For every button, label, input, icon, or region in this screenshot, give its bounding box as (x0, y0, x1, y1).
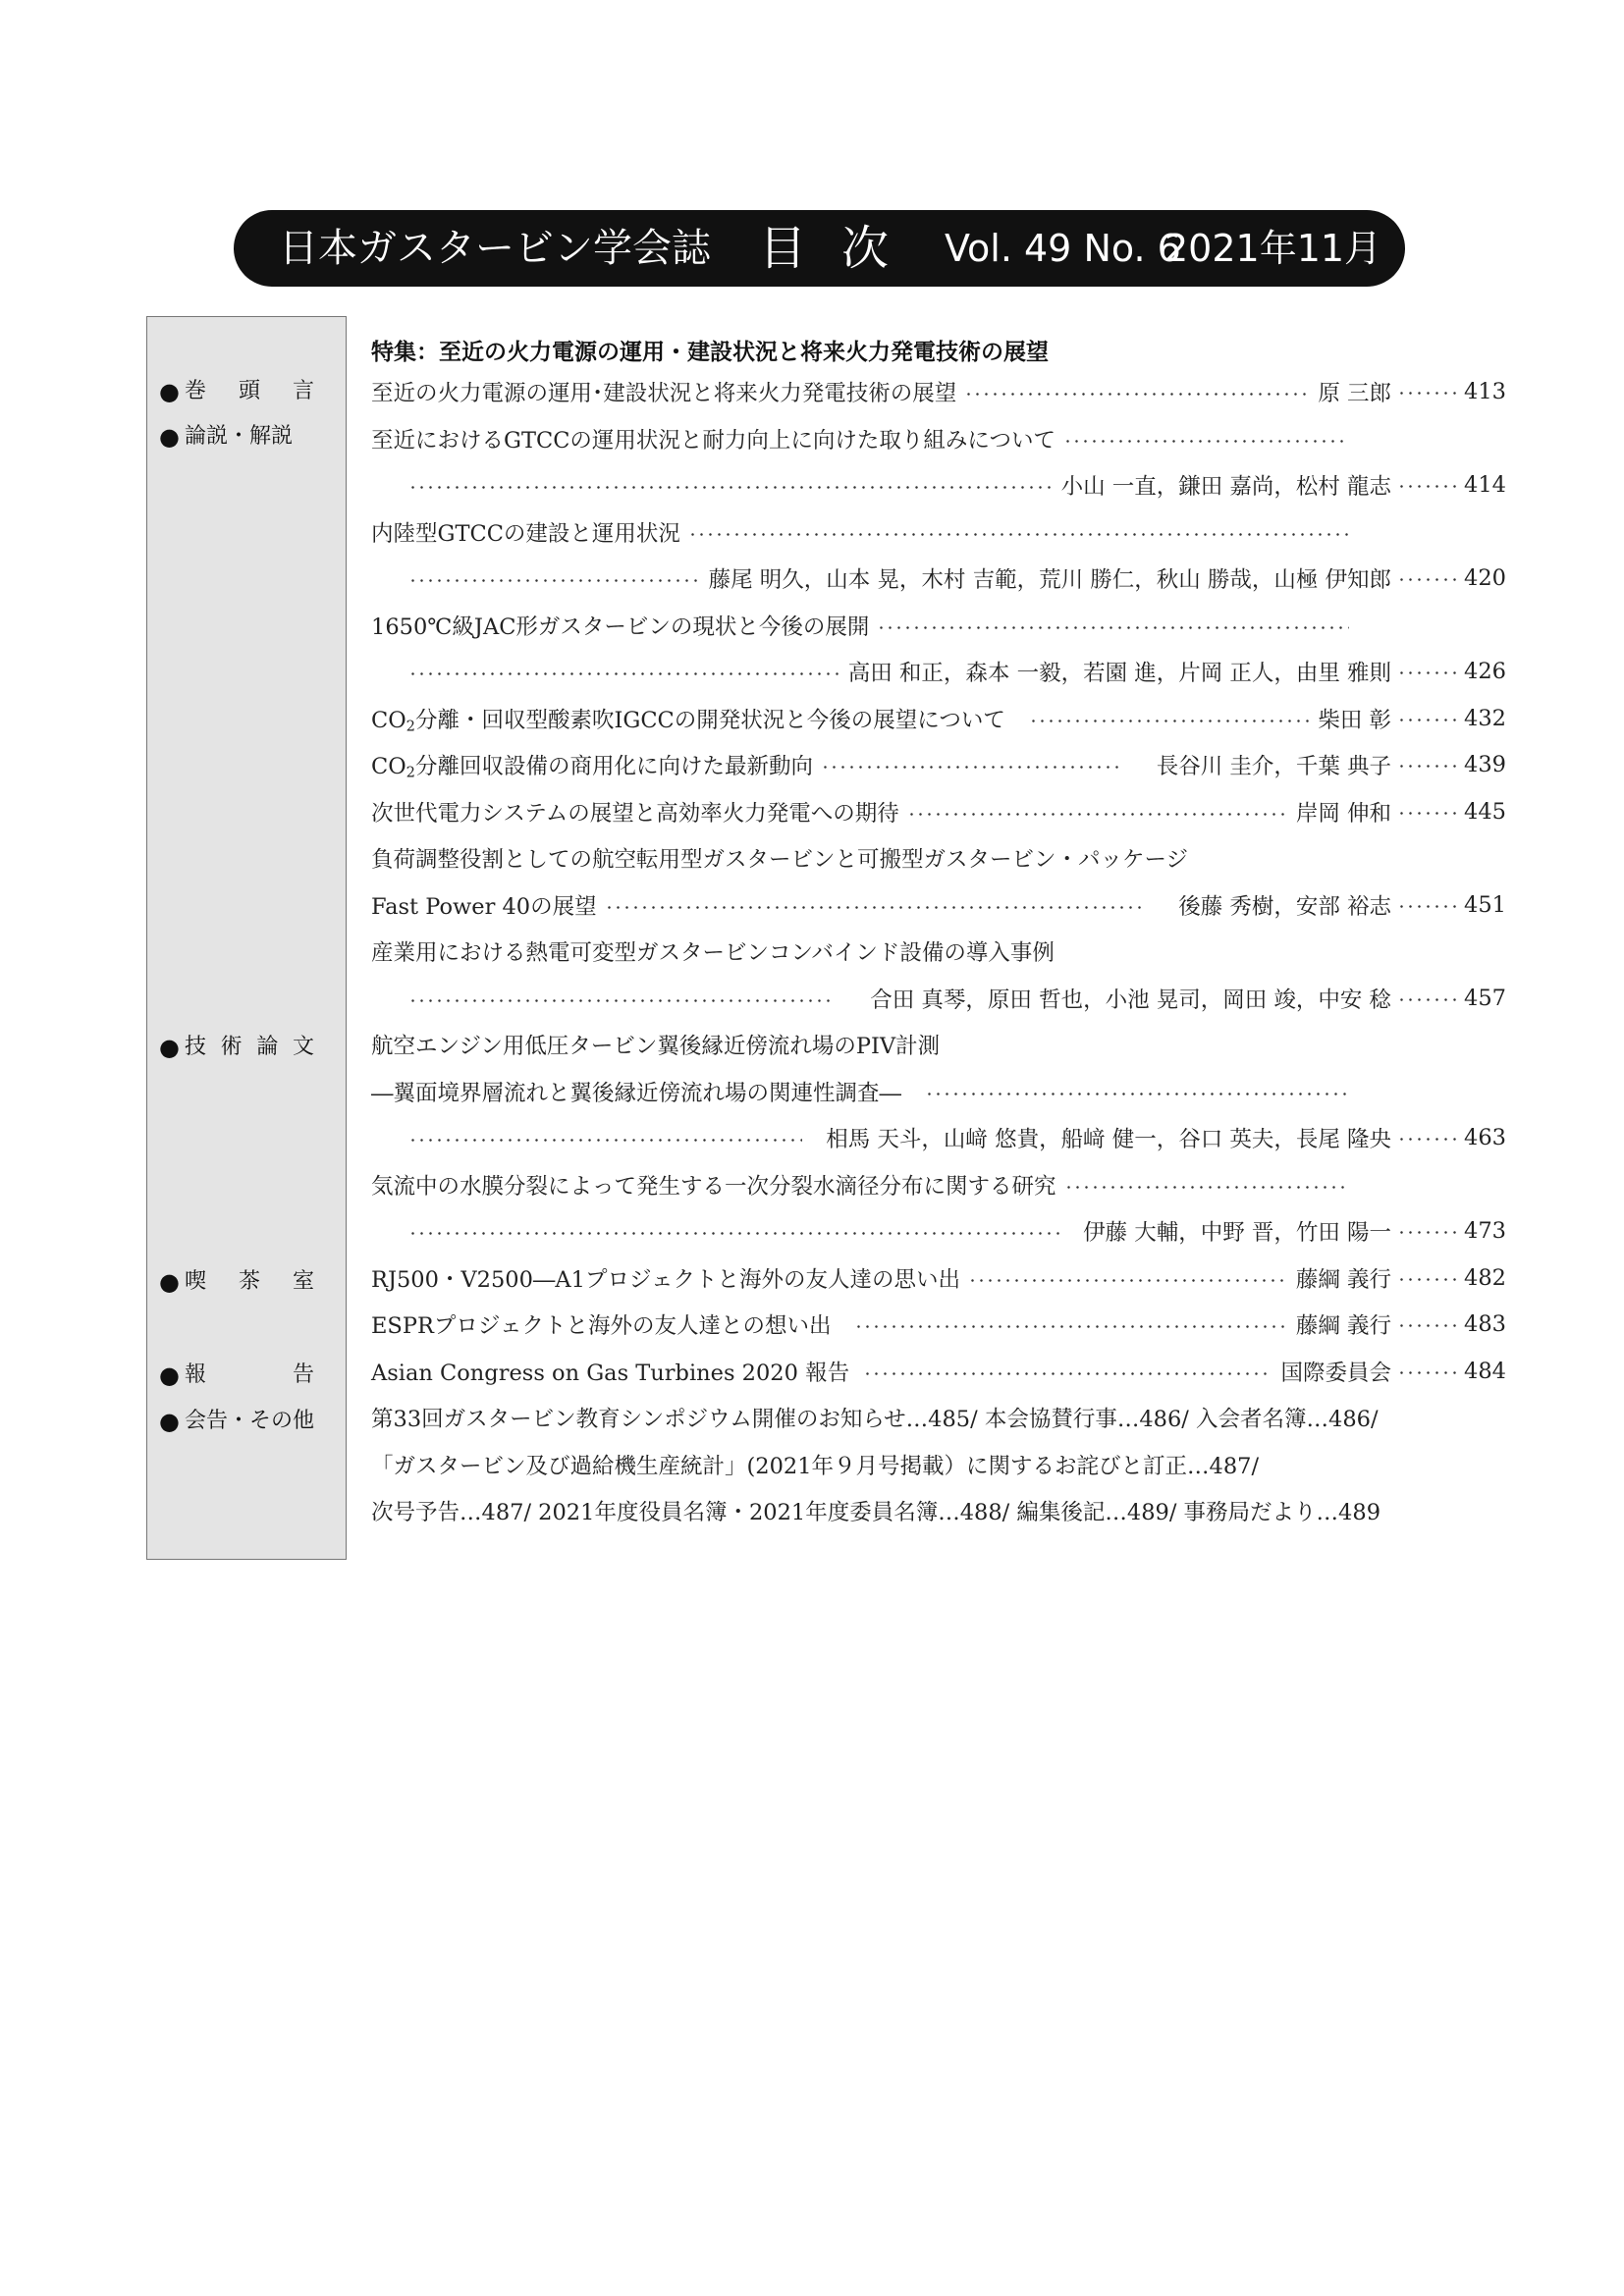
toc-header-bar (234, 210, 1405, 287)
leader-dots (854, 1325, 1287, 1328)
leader-dots (1029, 720, 1311, 722)
toc-entry (371, 1400, 1506, 1435)
leader-dots (1064, 1186, 1349, 1189)
toc-heading: 目次 (759, 221, 925, 276)
entry-title: ―翼面境界層流れと翼後縁近傍流れ場の関連性調査― (371, 1081, 902, 1106)
toc-entry (371, 934, 1506, 969)
entry-title: $CO_2$分離回収設備の商用化に向けた最新動向 (371, 753, 813, 781)
entry-title: 次世代電力システムの展望と高効率火力発電への期待 (371, 801, 899, 827)
toc-entry (371, 1027, 1506, 1062)
entry-title: RJ500・V2500―A1プロジェクトと海外の友人達の思い出 (371, 1267, 961, 1293)
toc-entry (371, 1307, 1506, 1342)
entry-title: 次号予告…487/ 2021年度役員名簿・2021年度委員名簿…488/ 編集後記…489/ 事務局だより…489 (371, 1500, 1381, 1525)
toc-entry-continued (371, 654, 1506, 689)
leader-dots (925, 1093, 1349, 1095)
entry-authors: 柴田 彰 (1318, 708, 1392, 733)
category-label-notices: 会告・その他 (185, 1409, 315, 1433)
entry-authors: 合田 真琴，原田 哲也，小池 晃司，岡田 竣，中安 稔 (870, 988, 1392, 1013)
entry-authors: 藤尾 明久，山本 晃，木村 吉範，荒川 勝仁，秋山 勝哉，山極 伊知郎 (708, 567, 1392, 593)
bullet-icon: ● (159, 423, 180, 451)
entry-title: 気流中の水膜分裂によって発生する一次分裂水滴径分布に関する研究 (371, 1174, 1056, 1200)
entry-title: 至近の火力電源の運用･建設状況と将来火力発電技術の展望 (371, 381, 957, 406)
entry-page: 413 (1397, 379, 1506, 404)
toc-entry (371, 1447, 1506, 1482)
toc-entry (371, 840, 1506, 876)
category-label-review: 論説・解説 (185, 424, 294, 449)
toc-entry (371, 747, 1506, 782)
entry-authors: 高田 和正，森本 一毅，若園 進，片岡 正人，由里 雅則 (847, 661, 1392, 686)
entry-title: $CO_2$分離・回収型酸素吹IGCCの開発状況と今後の展望について (371, 707, 1005, 735)
leader-dots (688, 533, 1349, 536)
entry-title: 至近におけるGTCCの運用状況と耐力向上に向けた取り組みについて (371, 428, 1056, 454)
category-notices (159, 1407, 314, 1436)
entry-title: 産業用における熱電可変型ガスタービンコンバインド設備の導入事例 (371, 940, 1055, 966)
entry-page: 420 (1397, 565, 1506, 591)
entry-page: 457 (1397, 986, 1506, 1011)
entry-authors: 国際委員会 (1280, 1361, 1392, 1386)
entry-title: ESPRプロジェクトと海外の友人達との想い出 (371, 1313, 832, 1339)
leader-dots (968, 1279, 1288, 1282)
toc-entry (371, 1354, 1506, 1389)
toc-entry (371, 794, 1506, 829)
entry-page: 483 (1397, 1311, 1506, 1337)
entry-authors: 長谷川 圭介，千葉 典子 (1156, 754, 1392, 779)
special-issue-title: 特集：至近の火力電源の運用・建設状況と将来火力発電技術の展望 (371, 340, 1049, 365)
category-label-foreword: 巻 頭 言 (185, 379, 314, 403)
entry-page: 482 (1397, 1265, 1506, 1291)
toc-entry-continued (371, 981, 1506, 1016)
leader-dots (408, 1139, 802, 1142)
toc-entry-continued (371, 561, 1506, 596)
entry-page: 451 (1397, 892, 1506, 918)
bullet-icon: ● (159, 1362, 180, 1389)
entry-title: Fast Power 40の展望 (371, 894, 597, 920)
toc-entry-continued (371, 1213, 1506, 1249)
category-technical-paper (159, 1033, 314, 1062)
leader-dots (863, 1372, 1267, 1375)
toc-entry-continued (371, 467, 1506, 503)
leader-dots (1063, 440, 1349, 443)
entry-page: 445 (1397, 799, 1506, 825)
entry-authors: 藤綱 義行 (1295, 1313, 1392, 1339)
toc-entry (371, 701, 1506, 736)
entry-page: 426 (1397, 659, 1506, 684)
bullet-icon: ● (159, 1268, 180, 1296)
category-tearoom (159, 1267, 314, 1297)
entry-title: 「ガスタービン及び過給機生産統計」(2021年９月号掲載）に関するお詫びと訂正…487/ (371, 1454, 1260, 1479)
category-foreword (159, 377, 314, 406)
entry-page: 414 (1397, 472, 1506, 498)
entry-authors: 相馬 天斗，山﨑 悠貴，船﨑 健一，谷口 英夫，長尾 隆央 (826, 1127, 1392, 1152)
leader-dots (605, 906, 1144, 909)
leader-dots (821, 766, 1121, 769)
toc-entry (371, 374, 1506, 409)
leader-dots (408, 579, 701, 582)
entry-authors: 後藤 秀樹，安部 裕志 (1178, 894, 1392, 920)
category-label-tearoom: 喫 茶 室 (185, 1269, 314, 1294)
entry-authors: 岸岡 伸和 (1295, 801, 1392, 827)
toc-entry (371, 514, 1506, 550)
entry-page: 439 (1397, 752, 1506, 777)
leader-dots (964, 393, 1310, 396)
toc-entry (371, 1260, 1506, 1296)
entry-title: 負荷調整役割としての航空転用型ガスタービンと可搬型ガスタービン・パッケージ (371, 847, 1189, 873)
entry-title: 内陸型GTCCの建設と運用状況 (371, 521, 680, 547)
bullet-icon: ● (159, 1034, 180, 1061)
leader-dots (907, 813, 1288, 816)
toc-entry (371, 1167, 1506, 1202)
entry-authors: 原 三郎 (1318, 381, 1392, 406)
category-report (159, 1361, 314, 1390)
toc-entry (371, 608, 1506, 643)
toc-entry (371, 421, 1506, 456)
entry-page: 484 (1397, 1359, 1506, 1384)
entry-title: 第33回ガスタービン教育シンポジウム開催のお知らせ…485/ 本会協賛行事…486/ 入会者名簿…486/ (371, 1407, 1379, 1432)
entry-page: 432 (1397, 706, 1506, 731)
issue-date: 2021年11月 (1164, 227, 1382, 270)
leader-dots (408, 1232, 1059, 1235)
entry-title: 航空エンジン用低圧タービン翼後縁近傍流れ場のPIV計測 (371, 1034, 941, 1059)
entry-authors: 小山 一直，鎌田 嘉尚，松村 龍志 (1060, 474, 1392, 500)
category-label-technical-paper: 技 術 論 文 (185, 1035, 314, 1059)
entry-title: Asian Congress on Gas Turbines 2020 報告 (371, 1361, 850, 1386)
entry-authors: 伊藤 大輔，中野 晋，竹田 陽一 (1083, 1220, 1392, 1246)
bullet-icon: ● (159, 378, 180, 405)
toc-entry (371, 1493, 1506, 1528)
entry-page: 463 (1397, 1125, 1506, 1150)
leader-dots (408, 999, 835, 1002)
entry-authors: 藤綱 義行 (1295, 1267, 1392, 1293)
leader-dots (877, 626, 1349, 629)
leader-dots (408, 486, 1054, 489)
toc-entry-continued (371, 1120, 1506, 1155)
entry-page: 473 (1397, 1218, 1506, 1244)
journal-title: 日本ガスタービン学会誌 (279, 226, 711, 271)
volume-number: Vol. 49 No. 6 (945, 227, 1181, 270)
toc-entry (371, 887, 1506, 923)
entry-title: 1650℃級JAC形ガスタービンの現状と今後の展開 (371, 614, 870, 640)
toc-entry (371, 1074, 1506, 1109)
bullet-icon: ● (159, 1408, 180, 1435)
category-label-report: 報 告 (185, 1362, 314, 1387)
category-review (159, 422, 314, 452)
leader-dots (408, 672, 840, 675)
